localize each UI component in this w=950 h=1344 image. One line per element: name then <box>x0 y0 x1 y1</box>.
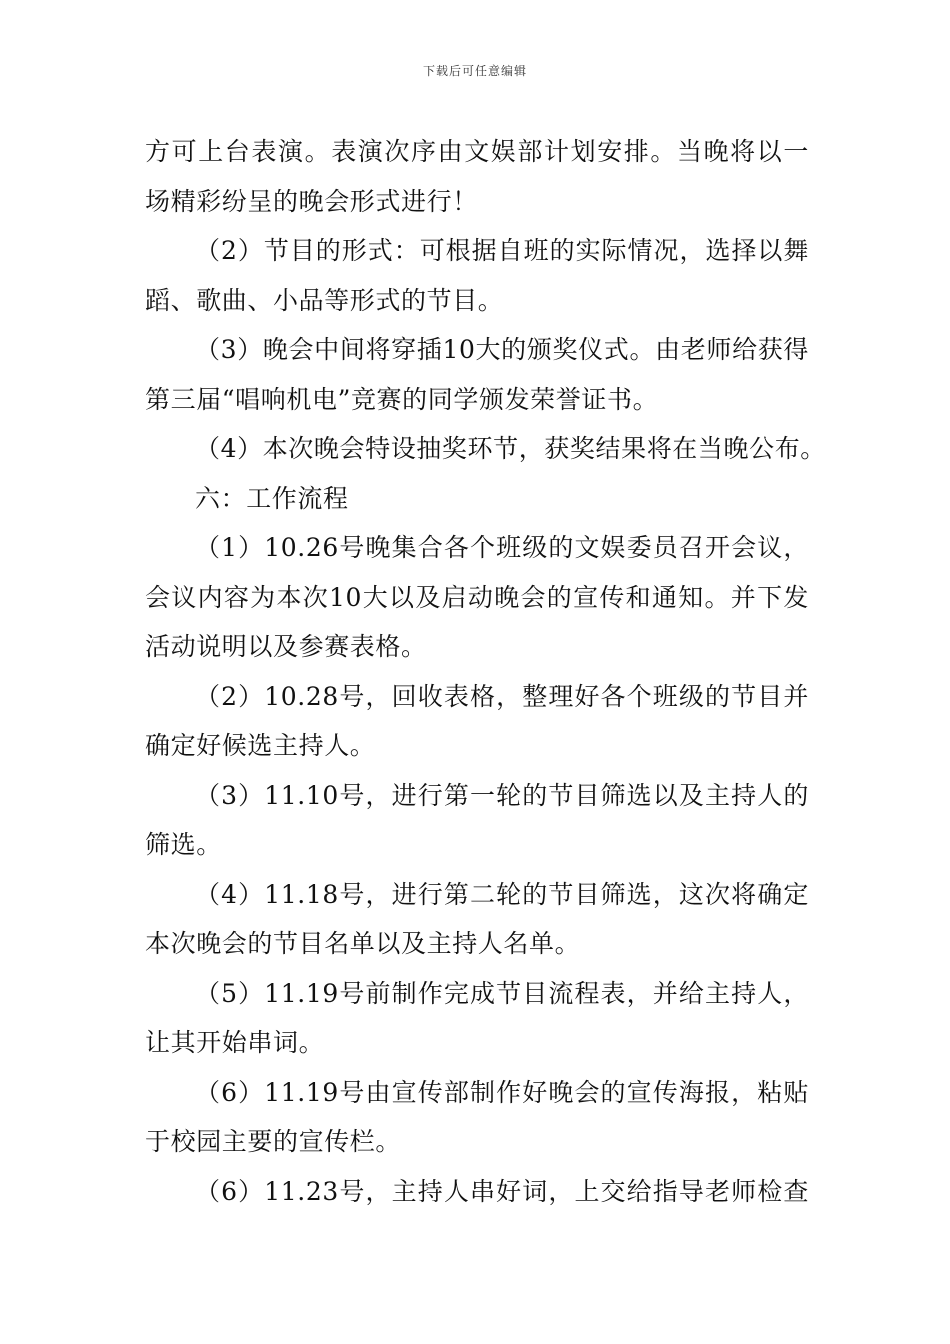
paragraph-line: 活动说明以及参赛表格。 <box>145 632 427 661</box>
paragraph-line: 场精彩纷呈的晚会形式进行！ <box>145 186 478 216</box>
paragraph-line: （1）10.26号晚集合各个班级的文娱委员召开会议， <box>195 533 809 562</box>
paragraph-line: 于校园主要的宣传栏。 <box>145 1127 402 1156</box>
paragraph-line: （3）11.10号，进行第一轮的节目筛选以及主持人的 <box>195 780 809 810</box>
paragraph-line: 蹈、歌曲、小品等形式的节目。 <box>145 285 504 315</box>
paragraph-line: （2）节目的形式：可根据自班的实际情况，选择以舞 <box>195 236 809 265</box>
paragraph-line: 会议内容为本次10大以及启动晚会的宣传和通知。并下发 <box>145 582 809 612</box>
paragraph-line: 筛选。 <box>145 830 222 859</box>
paragraph-line: 让其开始串词。 <box>145 1028 325 1057</box>
section-heading: 六：工作流程 <box>195 483 349 513</box>
paragraph-line: 确定好候选主持人。 <box>145 731 376 760</box>
document-body <box>145 127 826 1216</box>
paragraph-line: （6）11.19号由宣传部制作好晚会的宣传海报，粘贴 <box>195 1077 809 1107</box>
paragraph-line: （2）10.28号，回收表格，整理好各个班级的节目并 <box>195 681 809 711</box>
paragraph-line: （3）晚会中间将穿插10大的颁奖仪式。由老师给获得 <box>195 335 809 364</box>
page-header: 下载后可任意编辑 <box>422 64 527 78</box>
paragraph-line: （4）11.18号，进行第二轮的节目筛选，这次将确定 <box>195 879 809 909</box>
paragraph-line: （5）11.19号前制作完成节目流程表，并给主持人， <box>195 978 809 1008</box>
paragraph-line: （4）本次晚会特设抽奖环节，获奖结果将在当晚公布。 <box>195 434 826 463</box>
paragraph-line: 本次晚会的节目名单以及主持人名单。 <box>145 929 581 958</box>
paragraph-line: （6）11.23号，主持人串好词，上交给指导老师检查 <box>195 1176 809 1206</box>
paragraph-line: 第三届“唱响机电”竞赛的同学颁发荣誉证书。 <box>145 384 659 414</box>
paragraph-line: 方可上台表演。表演次序由文娱部计划安排。当晚将以一 <box>145 137 809 166</box>
